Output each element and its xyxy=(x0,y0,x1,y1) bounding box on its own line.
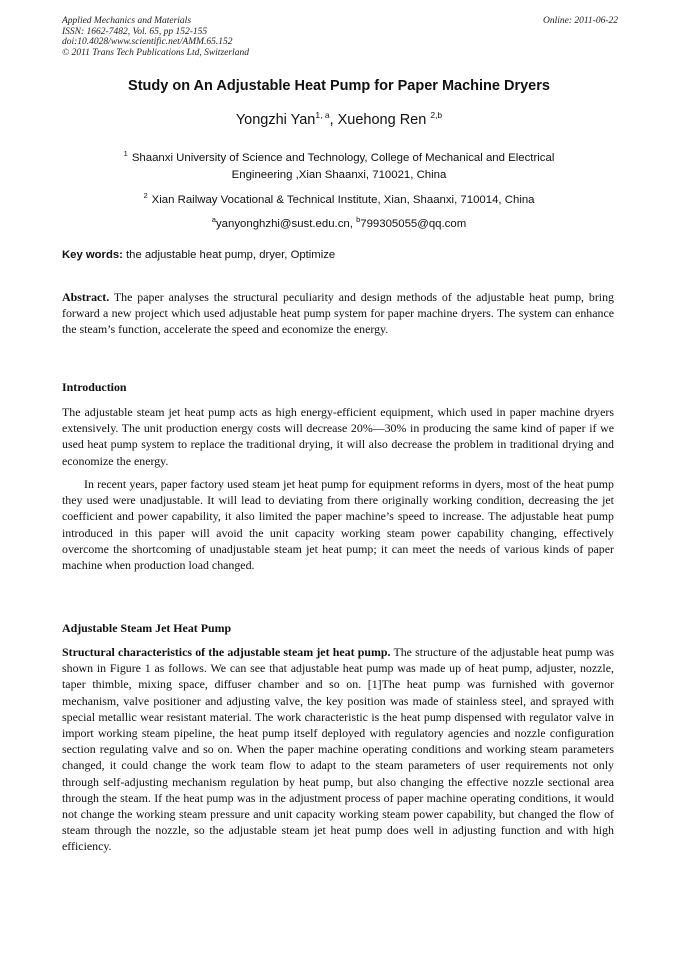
introduction-paragraph-1-text: The adjustable steam jet heat pump acts as high energy-efficient equipment, which used in paper machine dryers extensively. The unit production energy costs will decrease 20%—30% in producing the same kind of paper if we used heat pump system to replace the traditional drying, it will also decrease the problem in traditional drying and economize the energy. xyxy=(62,405,614,468)
affiliation-1-line-2: Engineering ,Xian Shaanxi, 710021, China xyxy=(231,169,447,181)
online-date: Online: 2011-06-22 xyxy=(542,16,618,26)
section-2-lead: Structural characteristics of the adjustable steam jet heat pump. xyxy=(62,645,391,659)
email-b[interactable]: 799305055@qq.com xyxy=(360,218,467,230)
author-emails xyxy=(0,211,678,233)
journal-copyright: © 2011 Trans Tech Publications Ltd, Switzerland xyxy=(62,47,249,58)
email-a[interactable]: yanyonghzhi@sust.edu.cn, xyxy=(215,218,357,230)
section-2-heading: Adjustable Steam Jet Heat Pump xyxy=(62,621,232,635)
affiliation-1-number: 1 xyxy=(123,149,128,158)
affiliation-1 xyxy=(0,145,678,184)
paper-title: Study on An Adjustable Heat Pump for Paper Machine Dryers xyxy=(128,78,550,94)
abstract-text: The paper analyses the structural peculiarity and design methods of the adjustable heat pump, bring forward a new project which used adjustable heat pump system for paper machine dryers. The system can enhance the steam’s function, accelerate the speed and economize the energy. xyxy=(62,290,614,337)
section-2-text: The structure of the adjustable heat pump was shown in Figure 1 as follows. We can see that adjustable heat pump was made up of heat pump, adjuster, nozzle, taper thimble, mixing space, diffuser chamber and so on. [1]The heat pump was furnished with governor mechanism, valve positioner and adjusting valve, the key position was made of stainless steel, and sprayed with special metallic wear resistant material. The work characteristic is the heat pump dispensed with regulator valve in import working steam pipeline, the heat pump itself deployed with regulatory agencies and nozzle configuration section regulating valve and so on. When the paper machine operating conditions and working steam parameters changed, it could change the work team flow to adapt to the steam parameters of user requirements not only through self-adjusting mechanism regulation by heat pump, but also changing the effective nozzle sectional area through the steam. If the heat pump was in the adjustment process of paper machine operating conditions, it would not change the working steam pressure and unit capacity working steam power capability, but changed the flow of steam through the nozzle, so the adjustable steam jet heat pump does well in adjusting function and with high efficiency. xyxy=(62,645,614,854)
keywords-label: Key words: xyxy=(62,249,123,261)
keywords xyxy=(62,249,335,261)
introduction-heading: Introduction xyxy=(62,380,127,394)
journal-issn: ISSN: 1662-7482, Vol. 65, pp 152-155 xyxy=(62,26,208,37)
keywords-text: the adjustable heat pump, dryer, Optimize xyxy=(122,249,336,261)
author-2: Xuehong Ren xyxy=(337,112,431,128)
author-1-affiliation: 1, a xyxy=(315,110,330,120)
affiliation-2-number: 2 xyxy=(143,191,148,200)
author-line xyxy=(0,110,678,128)
journal-doi: doi:10.4028/www.scientific.net/AMM.65.152 xyxy=(62,37,233,47)
introduction-paragraph-2 xyxy=(62,476,614,573)
journal-header xyxy=(62,16,618,58)
affiliation-2 xyxy=(0,187,678,209)
section-2-paragraph xyxy=(62,644,614,855)
author-2-affiliation: 2,b xyxy=(430,110,443,120)
introduction-paragraph-2-text: In recent years, paper factory used steam jet heat pump for equipment reforms in dyers, most of the heat pump they used were unadjustable. It will lead to deviating from there originally working condition, decreasing the jet coefficient and power capability, it also limited the paper machine’s speed to increase. The adjustable heat pump introduced in this paper will avoid the unit capacity working steam power capability changing, effectively overcome the shortcoming of unadjustable steam jet heat pump; it can meet the needs of various kinds of paper machine when production load changed. xyxy=(62,477,614,573)
abstract-label: Abstract. xyxy=(62,290,110,304)
email-a-marker: a xyxy=(211,215,216,224)
affiliation-2-text: Xian Railway Vocational & Technical Institute, Xian, Shaanxi, 710014, China xyxy=(151,194,535,206)
affiliation-1-line-1: Shaanxi University of Science and Technology, College of Mechanical and Electrical xyxy=(131,152,555,164)
author-1: Yongzhi Yan xyxy=(235,112,316,128)
introduction-paragraph-1 xyxy=(62,404,614,469)
author-separator: , xyxy=(329,112,338,128)
email-b-marker: b xyxy=(356,215,361,224)
journal-name: Applied Mechanics and Materials xyxy=(62,16,192,26)
abstract xyxy=(62,289,614,338)
